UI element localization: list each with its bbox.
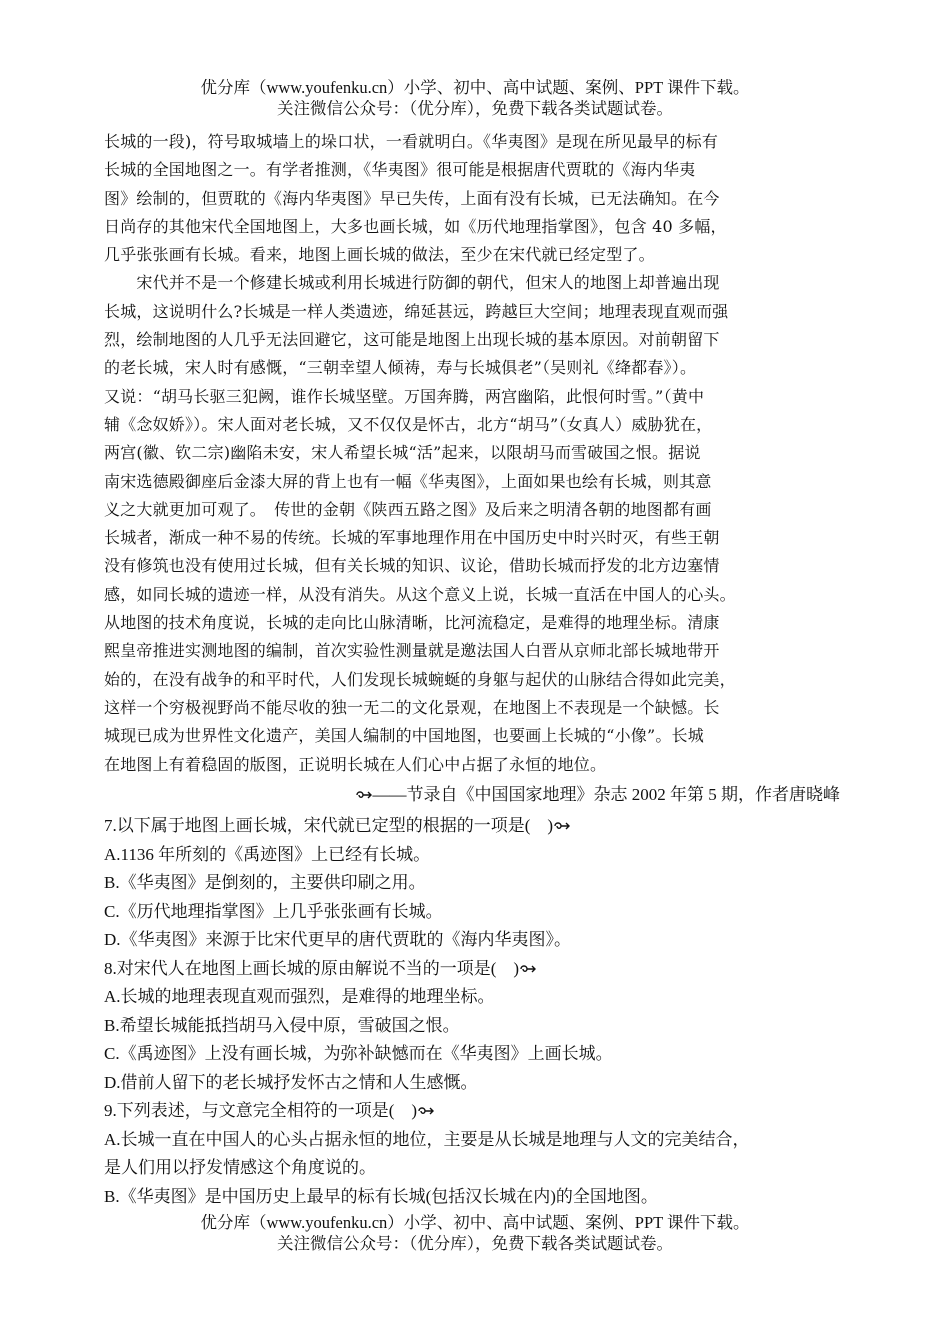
article-line: 宋代并不是一个修建长城或利用长城进行防御的朝代，但宋人的地图上却普遍出现: [104, 273, 720, 293]
article-body: [104, 128, 840, 779]
article-line: 又说：“胡马长驱三犯阙，谁作长城坚壁。万国奔腾，两宫幽陷，此恨何时雪。”（黄中: [104, 386, 705, 406]
swirl-mark-icon: [519, 963, 537, 975]
question-stem-text: 9.下列表述，与文意完全相符的一项是( ): [104, 1101, 418, 1120]
article-line: 这样一个穷极视野尚不能尽收的独一无二的文化景观，在地图上不表现是一个缺憾。长: [104, 697, 720, 717]
question-stem-text: 7.以下属于地图上画长城，宋代就已定型的根据的一项是( ): [104, 816, 554, 835]
article-line: 两宫(徽、钦二宗)幽陷未安，宋人希望长城“活”起来，以限胡马而雪破国之恨。据说: [104, 443, 701, 463]
question-section: [104, 812, 844, 1211]
header-line-1: 优分库（www.youfenku.cn）小学、初中、高中试题、案例、PPT 课件下载。: [200, 78, 750, 97]
question-option: A.长城一直在中国人的心头占据永恒的地位，主要是从长城是地理与人文的完美结合，: [104, 1129, 750, 1149]
article-line: 辅《念奴娇》）。宋人面对老长城，又不仅仅是怀古，北方“胡马”（女真人）威胁犹在，: [104, 414, 713, 434]
question-stem: [104, 1097, 844, 1126]
article-line: 长城，这说明什么?长城是一样人类遗迹，绵延甚远，跨越巨大空间；地理表现直观而强: [104, 301, 729, 321]
article-line: 图》绘制的，但贾耽的《海内华夷图》早已失传，上面有没有长城，已无法确知。在今: [104, 188, 720, 208]
source-citation: [355, 782, 841, 808]
article-line: 长城者，渐成一种不易的传统。长城的军事地理作用在中国历史中时兴时灭，有些王朝: [104, 528, 720, 548]
question-option: 是人们用以抒发情感这个角度说的。: [104, 1158, 376, 1177]
article-line: 没有修筑也没有使用过长城，但有关长城的知识、议论，借助长城而抒发的北方边塞情: [104, 556, 720, 576]
question-stem-text: 8.对宋代人在地图上画长城的原由解说不当的一项是( ): [104, 958, 520, 978]
article-line: 的老长城，宋人时有感慨，“三朝幸望人倾祷，寿与长城俱老”（吴则礼《绛都春》）。: [104, 358, 697, 378]
question-option: B.希望长城能抵挡胡马入侵中原，雪破国之恨。: [104, 1015, 460, 1035]
question-option: B.《华夷图》是倒刻的，主要供印刷之用。: [104, 873, 426, 892]
footer-line-2: 关注微信公众号：（优分库），免费下载各类试题试卷。: [277, 1234, 673, 1253]
article-line: 熙皇帝推进实测地图的编制，首次实验性测量就是邀法国人白晋从京师北部长城地带开: [104, 641, 720, 661]
page-footer: [0, 1212, 950, 1254]
footer-line-1: 优分库（www.youfenku.cn）小学、初中、高中试题、案例、PPT 课件下载。: [200, 1213, 750, 1232]
article-line: 长城的全国地图之一。有学者推测，《华夷图》很可能是根据唐代贾耽的《海内华夷: [104, 160, 696, 180]
source-text: ——节录自《中国国家地理》杂志 2002 年第 5 期，作者唐晓峰: [372, 785, 840, 804]
swirl-mark-icon: [553, 820, 571, 832]
article-line: 感，如同长城的遗迹一样，从没有消失。从这个意义上说，长城一直活在中国人的心头。: [104, 584, 736, 604]
swirl-mark-icon: [355, 789, 373, 801]
article-line: 日尚存的其他宋代全国地图上，大多也画长城，如《历代地理指掌图》，包含 40 多幅，: [104, 216, 727, 236]
article-line: 几乎张张画有长城。看来，地图上画长城的做法，至少在宋代就已经定型了。: [104, 245, 655, 265]
question-stem: [104, 812, 844, 841]
header-line-2: 关注微信公众号：（优分库），免费下载各类试题试卷。: [277, 99, 673, 118]
question-option: A.1136 年所刻的《禹迹图》上已经有长城。: [104, 844, 431, 864]
swirl-mark-icon: [417, 1105, 435, 1117]
question-option: D.借前人留下的老长城抒发怀古之情和人生感慨。: [104, 1072, 478, 1092]
question-option: C.《禹迹图》上没有画长城，为弥补缺憾而在《华夷图》上画长城。: [104, 1044, 613, 1063]
article-line: 义之大就更加可观了。 传世的金朝《陕西五路之图》及后来之明清各朝的地图都有画: [104, 499, 712, 519]
article-line: 在地图上有着稳固的版图，正说明长城在人们心中占据了永恒的地位。: [104, 754, 607, 774]
article-line: 始的，在没有战争的和平时代，人们发现长城蜿蜒的身躯与起伏的山脉结合得如此完美，: [104, 669, 736, 689]
question-option: C.《历代地理指掌图》上几乎张张画有长城。: [104, 901, 443, 921]
question-stem: [104, 955, 844, 984]
question-option: A.长城的地理表现直观而强烈，是难得的地理坐标。: [104, 987, 495, 1006]
page-header: [0, 77, 950, 119]
question-option: B.《华夷图》是中国历史上最早的标有长城(包括汉长城在内)的全国地图。: [104, 1186, 658, 1206]
article-line: 城现已成为世界性文化遗产，美国人编制的中国地图，也要画上长城的“小像”。长城: [104, 726, 704, 746]
article-line: 烈，绘制地图的人几乎无法回避它，这可能是地图上出现长城的基本原因。对前朝留下: [104, 330, 720, 350]
question-option: D.《华夷图》来源于比宋代更早的唐代贾耽的《海内华夷图》。: [104, 930, 572, 949]
article-line: 长城的一段)，符号取城墙上的垛口状，一看就明白。《华夷图》是现在所见最早的标有: [104, 132, 719, 151]
article-line: 南宋选德殿御座后金漆大屏的背上也有一幅《华夷图》，上面如果也绘有长城，则其意: [104, 471, 712, 491]
article-line: 从地图的技术角度说，长城的走向比山脉清晰，比河流稳定，是难得的地理坐标。清康: [104, 613, 720, 633]
